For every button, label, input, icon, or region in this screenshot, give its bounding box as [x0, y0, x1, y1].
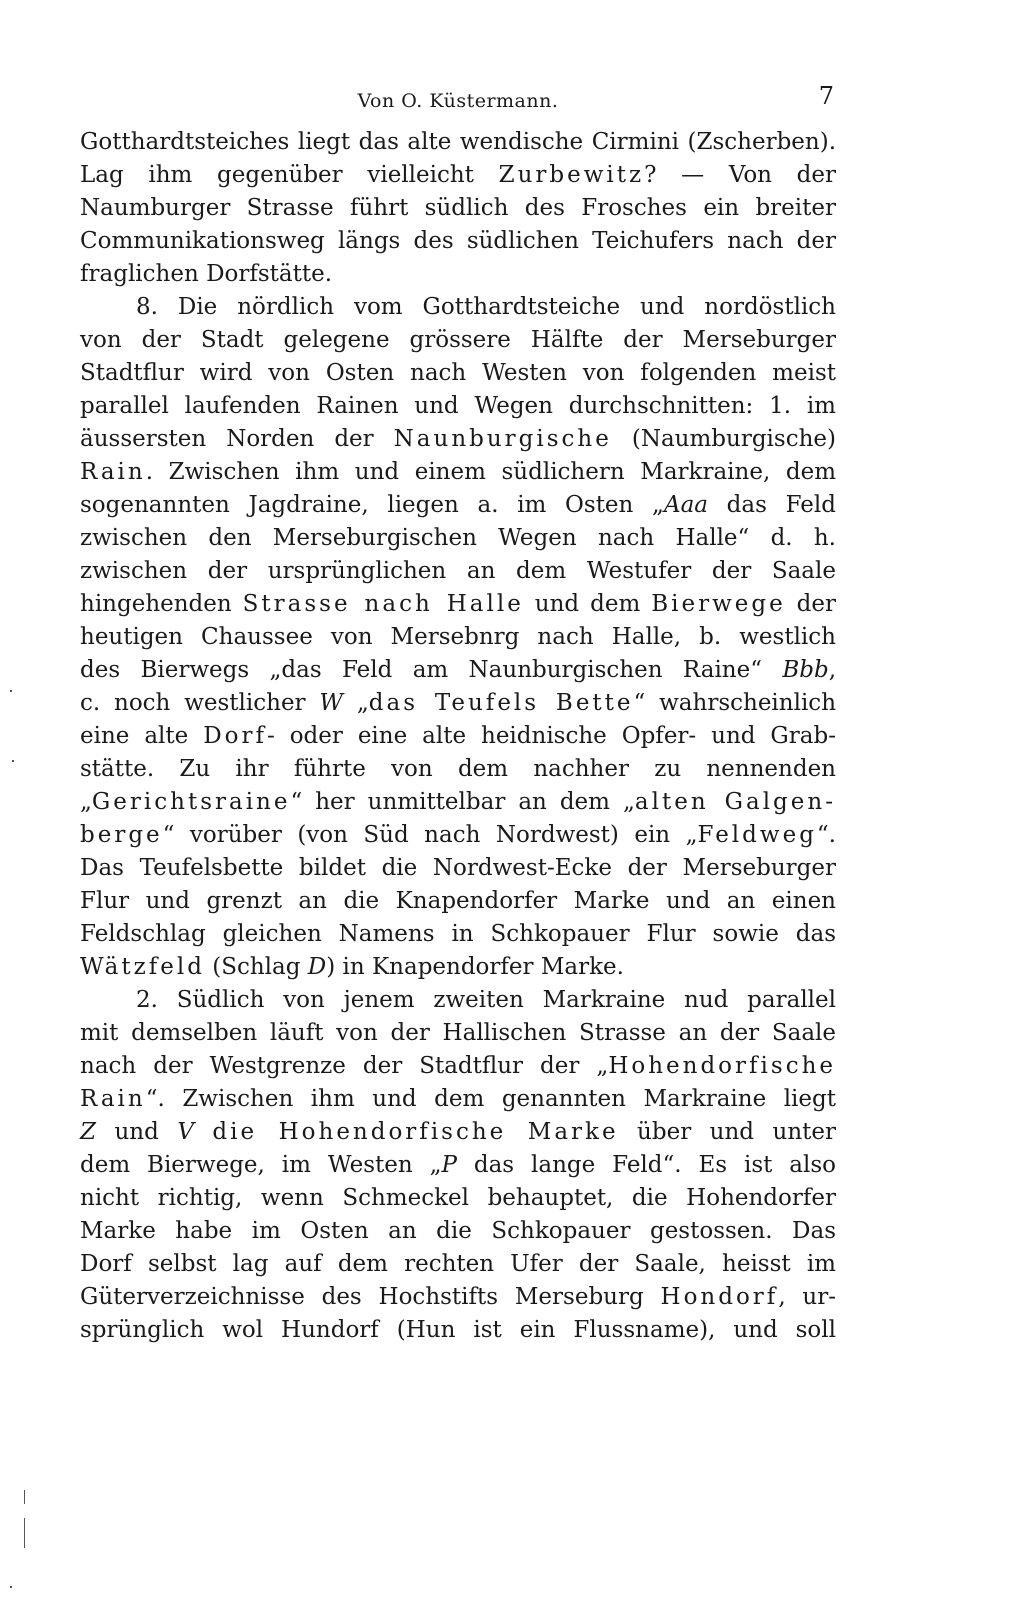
- text-run: Feldschlag gleichen Namens in Schkopauer Flur sowie das: [80, 921, 836, 947]
- text-run: (Schlag: [204, 954, 308, 980]
- spaced-text: alten Galgen-: [634, 789, 836, 815]
- spaced-text: Bierwege: [651, 591, 786, 617]
- text-line: [80, 819, 836, 852]
- spaced-text: Naunburgische: [393, 426, 612, 452]
- spaced-text: Hohendorfische: [608, 1053, 836, 1079]
- text-run: 8. Die nördlich vom Gotthardtsteiche und nordöstlich: [136, 294, 836, 320]
- text-run: , ur-: [778, 1284, 836, 1310]
- italic-text: Z: [80, 1119, 96, 1145]
- text-run: Stadtflur wird von Osten nach Westen von folgenden meist: [80, 360, 836, 386]
- spaced-text: Rain: [80, 1086, 146, 1112]
- running-head: [80, 82, 836, 126]
- text-line: [80, 621, 836, 654]
- text-line: [80, 258, 836, 291]
- text-run: Marke habe im Osten an die Schkopauer gestossen. Das: [80, 1218, 836, 1244]
- text-run: eine alte: [80, 723, 204, 749]
- text-run: “ vorüber (von Süd nach Nordwest) ein „: [162, 822, 698, 848]
- text-line: [80, 192, 836, 225]
- text-run: ) in Knapendorfer Marke.: [326, 954, 624, 980]
- scan-mark: [24, 1518, 25, 1548]
- text-line: [80, 357, 836, 390]
- text-run: des Bierwegs „das Feld am Naunburgischen Raine“: [80, 657, 783, 683]
- italic-text: Aaa: [663, 492, 708, 518]
- spaced-text: Wätzfeld: [80, 954, 205, 980]
- text-line: [80, 753, 836, 786]
- text-run: über und unter: [618, 1119, 836, 1145]
- text-line: [80, 984, 836, 1017]
- text-run: “.: [816, 822, 836, 848]
- text-run: sprünglich wol Hundorf (Hun ist ein Flussname), und soll: [80, 1317, 836, 1343]
- text-line: [80, 390, 836, 423]
- spaced-text: Rain: [80, 459, 146, 485]
- text-line: [80, 687, 836, 720]
- text-run: dem Bierwege, im Westen „: [80, 1152, 442, 1178]
- text-run: und: [95, 1119, 178, 1145]
- text-run: „: [343, 690, 369, 716]
- text-run: nach der Westgrenze der Stadtflur der „: [80, 1053, 609, 1079]
- spaced-text: Strasse nach Halle: [242, 591, 524, 617]
- text-run: nicht richtig, wenn Schmeckel behauptet, die Hohendorfer: [80, 1185, 836, 1211]
- text-run: das Feld: [708, 492, 836, 518]
- spaced-text: Zurbewitz: [498, 162, 645, 188]
- text-run: “ her unmittelbar an dem „: [290, 789, 635, 815]
- text-run: zwischen der ursprünglichen an dem Westufer der Saale: [80, 558, 836, 584]
- text-line: [80, 852, 836, 885]
- text-run: fraglichen Dorfstätte.: [80, 261, 333, 287]
- scan-mark: [12, 760, 14, 762]
- text-run: von der Stadt gelegene grössere Hälfte der Merseburger: [80, 327, 836, 353]
- text-run: Gotthardtsteiches liegt das alte wendische Cirmini (Zscherben).: [80, 129, 836, 155]
- text-line: [80, 1017, 836, 1050]
- text-run: (Naumburgische): [611, 426, 836, 452]
- text-line: [80, 1215, 836, 1248]
- text-run: - oder eine alte heidnische Opfer- und Grab-: [267, 723, 837, 749]
- text-line: [80, 1281, 836, 1314]
- text-line: [80, 324, 836, 357]
- spaced-text: berge: [80, 822, 163, 848]
- text-run: c. noch westlicher: [80, 690, 320, 716]
- spaced-text: Hondorf: [660, 1284, 779, 1310]
- text-line: [80, 522, 836, 555]
- text-line: [80, 1149, 836, 1182]
- text-run: Communikationsweg längs des südlichen Teichufers nach der: [80, 228, 836, 254]
- text-run: Lag ihm gegenüber vielleicht: [80, 162, 499, 188]
- scan-mark: [10, 1586, 12, 1588]
- text-run: parallel laufenden Rainen und Wegen durchschnitten: 1. im: [80, 393, 836, 419]
- text-run: zwischen den Merseburgischen Wegen nach Halle“ d. h.: [80, 525, 836, 551]
- text-line: [80, 555, 836, 588]
- text-line: [80, 1116, 836, 1149]
- italic-text: P: [441, 1152, 457, 1178]
- text-line: [80, 918, 836, 951]
- text-line: [80, 1182, 836, 1215]
- text-line: [80, 456, 836, 489]
- body-text: [80, 126, 836, 1347]
- text-line: [80, 588, 836, 621]
- text-run: stätte. Zu ihr führte von dem nachher zu nennenden: [80, 756, 836, 782]
- text-run: und dem: [523, 591, 652, 617]
- text-run: Güterverzeichnisse des Hochstifts Merseburg: [80, 1284, 661, 1310]
- italic-text: W: [319, 690, 344, 716]
- text-run: 2. Südlich von jenem zweiten Markraine nud parallel: [136, 987, 836, 1013]
- page: [80, 82, 836, 1347]
- spaced-text: Feldweg: [697, 822, 817, 848]
- text-run: sogenannten Jagdraine, liegen a. im Osten „: [80, 492, 664, 518]
- running-title: Von O. Küstermann.: [357, 90, 559, 112]
- spaced-text: Gerichtsraine: [91, 789, 291, 815]
- text-run: das lange Feld“. Es ist also: [456, 1152, 836, 1178]
- spaced-text: die Hohendorfische Marke: [212, 1119, 619, 1145]
- text-run: . Zwischen ihm und einem südlichern Markraine, dem: [145, 459, 836, 485]
- text-run: [194, 1119, 212, 1145]
- text-line: [80, 885, 836, 918]
- scan-mark: [10, 690, 12, 692]
- text-run: der: [785, 591, 837, 617]
- text-run: hingehenden: [80, 591, 243, 617]
- text-run: Flur und grenzt an die Knapendorfer Marke und an einen: [80, 888, 836, 914]
- spaced-text: Dorf: [203, 723, 267, 749]
- text-run: ? — Von der: [644, 162, 836, 188]
- text-run: mit demselben läuft von der Hallischen Strasse an der Saale: [80, 1020, 836, 1046]
- text-line: [80, 1083, 836, 1116]
- text-run: äussersten Norden der: [80, 426, 394, 452]
- text-line: [80, 1248, 836, 1281]
- italic-text: Bbb: [782, 657, 829, 683]
- scan-mark: [24, 1490, 25, 1504]
- text-run: Das Teufelsbette bildet die Nordwest-Ecke der Merseburger: [80, 855, 836, 881]
- text-line: [80, 1314, 836, 1347]
- text-line: [80, 1050, 836, 1083]
- text-line: [80, 159, 836, 192]
- text-line: [80, 489, 836, 522]
- text-line: [80, 720, 836, 753]
- page-number: 7: [818, 82, 834, 110]
- italic-text: D: [307, 954, 327, 980]
- text-line: [80, 225, 836, 258]
- text-line: [80, 786, 836, 819]
- text-line: [80, 951, 836, 984]
- italic-text: V: [177, 1119, 194, 1145]
- text-run: heutigen Chaussee von Mersebnrg nach Halle, b. westlich: [80, 624, 836, 650]
- text-run: “. Zwischen ihm und dem genannten Markraine liegt: [145, 1086, 836, 1112]
- text-run: Dorf selbst lag auf dem rechten Ufer der Saale, heisst im: [80, 1251, 836, 1277]
- text-line: [80, 423, 836, 456]
- text-line: [80, 654, 836, 687]
- text-run: “ wahrscheinlich: [633, 690, 837, 716]
- text-line: [80, 291, 836, 324]
- text-run: „: [80, 789, 92, 815]
- text-run: Naumburger Strasse führt südlich des Frosches ein breiter: [80, 195, 836, 221]
- spaced-text: das Teufels Bette: [368, 690, 634, 716]
- text-line: [80, 126, 836, 159]
- text-run: ,: [828, 657, 836, 683]
